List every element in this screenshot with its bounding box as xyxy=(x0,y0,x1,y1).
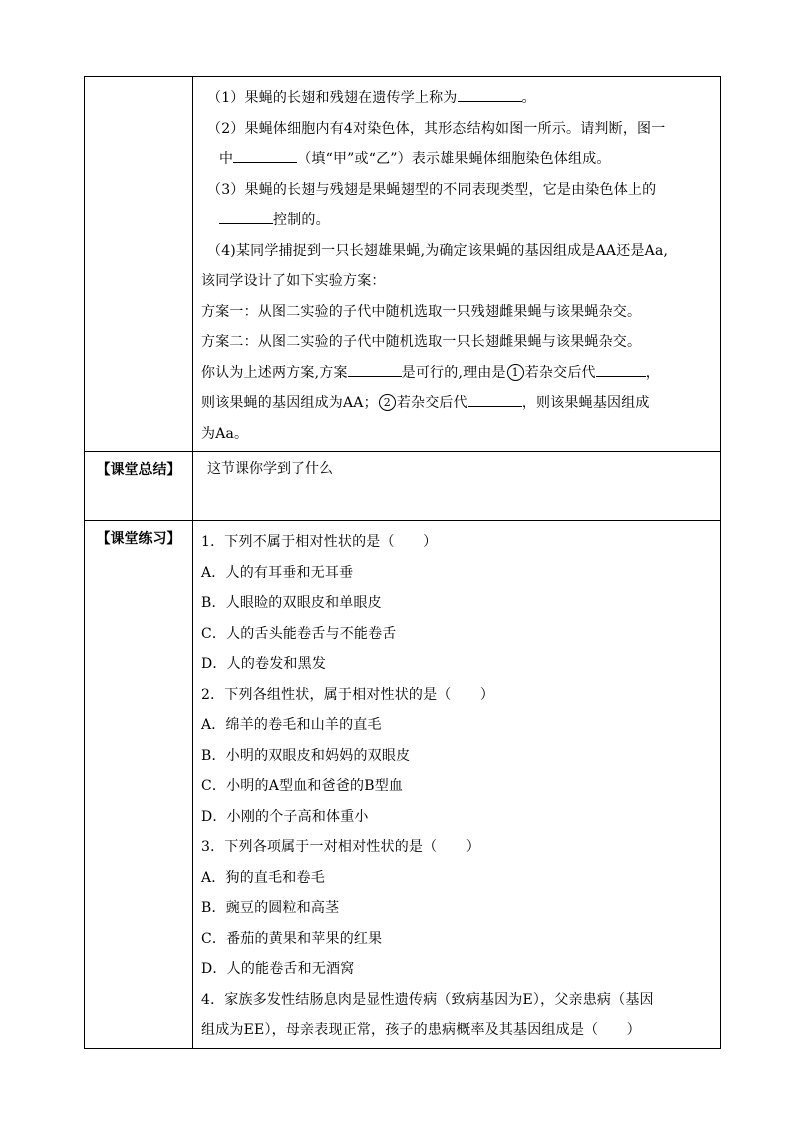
practice-item: 2．下列各组性状，属于相对性状的是（ ） xyxy=(201,686,495,703)
summary-label: 【课堂总结】 xyxy=(85,452,193,521)
question-2-line-1: （2）果蝇体细胞内有4对染色体，其形态结构如图一所示。请判断，图一 xyxy=(207,120,666,137)
lesson-table xyxy=(84,76,721,1049)
questions-label-cell xyxy=(85,77,193,452)
practice-item: 4．家族多发性结肠息肉是显性遗传病（致病基因为E），父亲患病（基因 xyxy=(201,991,654,1008)
question-4-line-5: 你认为上述两方案,方案 是可行的,理由是 1 若杂交后代 ， xyxy=(201,358,720,389)
practice-item: 组成为EE），母亲表现正常，孩子的患病概率及其基因组成是（ ） xyxy=(201,1022,641,1038)
practice-item: A．人的有耳垂和无耳垂 xyxy=(201,564,354,581)
practice-item: D．人的卷发和黑发 xyxy=(201,656,327,672)
question-3-line-1: （3）果蝇的长翅与残翅是果蝇翅型的不同表现类型，它是由染色体上的 xyxy=(207,181,657,198)
question-1: （1）果蝇的长翅和残翅在遗传学上称为 。 xyxy=(201,83,720,114)
plan-1: 方案一：从图二实验的子代中随机选取一只残翅雌果蝇与该果蝇杂交。 xyxy=(201,303,642,320)
answer-blank[interactable] xyxy=(468,390,522,407)
practice-content-cell xyxy=(193,521,721,1049)
question-4-line-7: 为Aa。 xyxy=(201,425,249,442)
answer-blank[interactable] xyxy=(233,146,297,163)
practice-item: 1．下列不属于相对性状的是（ ） xyxy=(201,534,438,550)
questions-row xyxy=(85,77,721,452)
circled-number-1: 1 xyxy=(507,364,524,381)
practice-item: C．人的舌头能卷舌与不能卷舌 xyxy=(201,625,397,642)
summary-row xyxy=(85,452,721,521)
plan-2: 方案二：从图二实验的子代中随机选取一只长翅雌果蝇与该果蝇杂交。 xyxy=(201,334,642,350)
practice-item: A．狗的直毛和卷毛 xyxy=(201,869,325,886)
question-4-line-6: 则该果蝇的基因组成为AA； 2 若杂交后代 ，则该果蝇基因组成 xyxy=(201,388,720,419)
answer-blank[interactable] xyxy=(596,360,646,377)
question-2-line-2: 中 （填“甲”或“乙”）表示雄果蝇体细胞染色体组成。 xyxy=(201,144,720,175)
summary-content-cell xyxy=(193,452,721,521)
question-4-line-1: （4)某同学捕捉到一只长翅雄果蝇,为确定该果蝇的基因组成是AA还是Aa, xyxy=(207,242,669,259)
practice-label: 【课堂练习】 xyxy=(85,521,193,1049)
practice-item: B．豌豆的圆粒和高茎 xyxy=(201,900,340,916)
practice-row xyxy=(85,521,721,1049)
summary-text: 这节课你学到了什么 xyxy=(207,461,333,477)
question-3-line-2: 控制的。 xyxy=(201,205,720,236)
practice-item: D．小刚的个子高和体重小 xyxy=(201,808,369,825)
practice-item: C．小明的A型血和爸爸的B型血 xyxy=(201,778,404,794)
practice-item: C．番茄的黄果和苹果的红果 xyxy=(201,930,383,947)
answer-blank[interactable] xyxy=(458,85,522,102)
practice-item: D．人的能卷舌和无酒窝 xyxy=(201,961,355,977)
practice-item: B．人眼睑的双眼皮和单眼皮 xyxy=(201,595,382,611)
answer-blank[interactable] xyxy=(348,360,402,377)
answer-blank[interactable] xyxy=(219,207,273,224)
practice-item: A．绵羊的卷毛和山羊的直毛 xyxy=(201,717,382,733)
practice-item: B．小明的双眼皮和妈妈的双眼皮 xyxy=(201,747,411,764)
circled-number-2: 2 xyxy=(379,394,396,411)
question-4-line-2: 该同学设计了如下实验方案： xyxy=(201,273,386,289)
questions-content-cell xyxy=(193,77,721,452)
practice-item: 3．下列各项属于一对相对性状的是（ ） xyxy=(201,839,480,855)
